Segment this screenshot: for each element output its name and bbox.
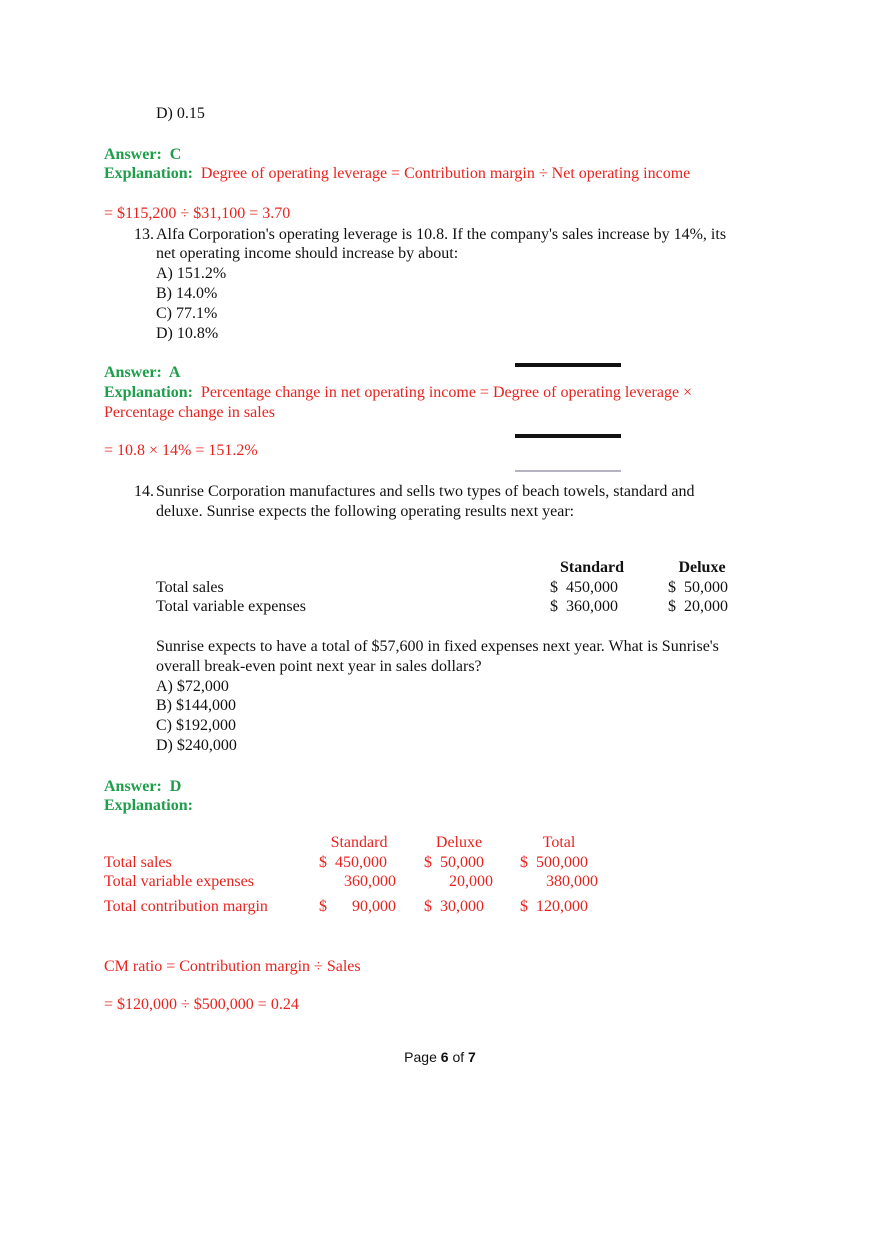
- explanation-label: Explanation:: [104, 797, 193, 814]
- table-cell-deluxe: $ 50,000: [668, 579, 728, 596]
- footer-current-page: 6: [440, 1049, 449, 1065]
- q14-question-line2: deluxe. Sunrise expects the following operating results next year:: [156, 503, 575, 520]
- q13-explanation-line2: Percentage change in sales: [104, 404, 276, 421]
- q13-question-line1: Alfa Corporation's operating leverage is 10.8. If the company's sales increase by 14%, its: [156, 226, 727, 243]
- footer-total-pages: 7: [468, 1049, 476, 1065]
- answer-value: C: [169, 146, 182, 163]
- exp-cell-total: $ 120,000: [520, 898, 588, 915]
- exp-cell-standard: 360,000: [344, 873, 396, 890]
- q14-option-d: D) $240,000: [156, 737, 237, 754]
- footer-prefix: Page: [404, 1049, 437, 1065]
- q12-option-d: D) 0.15: [156, 105, 205, 122]
- answer-label: Answer:: [104, 778, 162, 795]
- explanation-line1: Percentage change in net operating income = Degree of operating leverage ×: [200, 384, 693, 401]
- explanation-label: Explanation:: [104, 384, 193, 401]
- exp-header-total: Total: [542, 834, 576, 851]
- exp-header-standard: Standard: [330, 834, 388, 851]
- q14-question-line1: Sunrise Corporation manufactures and sells two types of beach towels, standard and: [156, 483, 695, 500]
- q12-answer: [104, 145, 181, 165]
- exp-header-deluxe: Deluxe: [435, 834, 483, 851]
- q14-number: 14.: [134, 483, 154, 500]
- q13-explanation: [104, 383, 692, 403]
- exp-cell-standard: $ 450,000: [319, 854, 387, 871]
- q12-calc: = $115,200 ÷ $31,100 = 3.70: [104, 205, 291, 222]
- exp-cell-deluxe: $ 50,000: [424, 854, 484, 871]
- table-header-deluxe: Deluxe: [678, 559, 726, 576]
- page-footer: [0, 1049, 880, 1065]
- q13-number: 13.: [134, 226, 154, 243]
- q14-question2-line2: overall break-even point next year in sales dollars?: [156, 658, 482, 675]
- q14-option-a: A) $72,000: [156, 678, 229, 695]
- exp-cell-deluxe: 20,000: [449, 873, 493, 890]
- exp-row-label: Total variable expenses: [104, 873, 254, 890]
- footer-of: of: [452, 1049, 465, 1065]
- exp-cell-standard: 90,000: [352, 898, 396, 915]
- exp-row-label: Total contribution margin: [104, 898, 268, 915]
- q14-question2-line1: Sunrise expects to have a total of $57,600 in fixed expenses next year. What is Sunrise's: [156, 638, 719, 655]
- q13-option-c: C) 77.1%: [156, 305, 218, 322]
- table-cell-deluxe: $ 20,000: [668, 598, 728, 615]
- q13-option-b: B) 14.0%: [156, 285, 218, 302]
- table-row-label: Total sales: [156, 579, 224, 596]
- answer-value: A: [168, 364, 181, 381]
- table-row-label: Total variable expenses: [156, 598, 306, 615]
- table-header-standard: Standard: [559, 559, 625, 576]
- exp-cell-deluxe: $ 30,000: [424, 898, 484, 915]
- q12-explanation: [104, 164, 690, 184]
- horizontal-rule: [515, 470, 621, 472]
- q13-calc: = 10.8 × 14% = 151.2%: [104, 442, 258, 459]
- table-cell-standard: $ 450,000: [550, 579, 618, 596]
- q14-answer: [104, 777, 181, 797]
- table-cell-standard: $ 360,000: [550, 598, 618, 615]
- q13-answer: [104, 363, 180, 383]
- horizontal-rule: [515, 363, 621, 367]
- q13-option-d: D) 10.8%: [156, 325, 219, 342]
- horizontal-rule: [515, 434, 621, 438]
- cm-ratio-formula: CM ratio = Contribution margin ÷ Sales: [104, 958, 361, 975]
- exp-row-label: Total sales: [104, 854, 172, 871]
- cm-ratio-calc: = $120,000 ÷ $500,000 = 0.24: [104, 996, 299, 1013]
- answer-value: D: [169, 778, 182, 795]
- q14-option-c: C) $192,000: [156, 717, 236, 734]
- q13-option-a: A) 151.2%: [156, 265, 227, 282]
- exp-cell-standard-symbol: $: [319, 898, 327, 915]
- q13-question-line2: net operating income should increase by about:: [156, 245, 459, 262]
- exp-cell-total: 380,000: [546, 873, 598, 890]
- exp-cell-total: $ 500,000: [520, 854, 588, 871]
- answer-label: Answer:: [104, 146, 162, 163]
- explanation-text: Degree of operating leverage = Contribution margin ÷ Net operating income: [200, 165, 691, 182]
- answer-label: Answer:: [104, 364, 162, 381]
- q14-option-b: B) $144,000: [156, 697, 236, 714]
- explanation-label: Explanation:: [104, 165, 193, 182]
